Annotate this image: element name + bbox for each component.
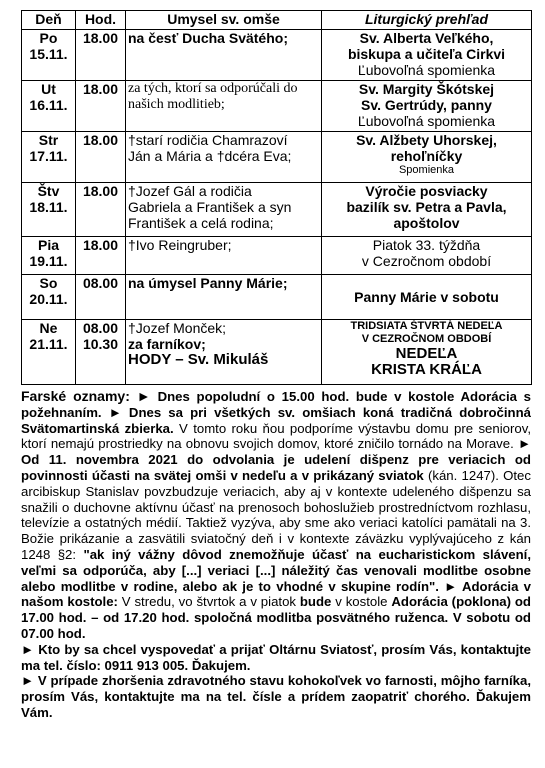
day-cell: Štv 18.11. <box>22 183 76 237</box>
schedule-row-saturday <box>22 275 532 320</box>
hour-cell: 18.00 <box>76 183 126 237</box>
schedule-row-monday <box>22 30 532 81</box>
day-cell: Str 17.11. <box>22 132 76 183</box>
intention-cell: na úmysel Panny Márie; <box>126 275 322 320</box>
intention-cell: †Jozef Monček; za farníkov; HODY – Sv. Mikuláš <box>126 320 322 385</box>
announcement-main: Farské oznamy: ► Dnes popoludní o 15.00 hod. bude v kostole Adorácia s požehnaním. ► Dnes sa pri všetkých sv. omšiach koná tradičná dobročinná Svätomartinská zbierka. V tomto roku ňou podporíme výstavbu domu pre seniorov, ktorí nemajú prostriedky na obnovu svojich domov, ktoré zničilo tornádo na Morave. ► Od 11. novembra 2021 do odvolania je udelení dišpenz pre veriacich od povinnosti účasti na svätej omši v nedeľu a v prikázaný sviatok (kán. 1247). Otec arcibiskup Stanislav povzbudzuje veriacich, aby aj v kontexte udeleného dišpenzu sa snažili o duchovne aktívnu účasť na prenosoch bohoslužieb prostredníctvom rozhlasu, televízie a ostatných médií. Taktiež vyzýva, aby sme ako veriaci katolíci pamätali na 3. Božie prikázanie a zasvätili sviatočný deň i v kontexte záväzku vyplývajúceho z kán 1248 §2: "ak iný vážny dôvod znemožňuje účasť na eucharistickom slávení, veľmi sa odporúča, aby [...] veriaci [...] náležitý čas venovali modlitbe osobne alebo modlitbe v rodine, alebo ak je to vhodné v skupine rodín". ► Adorácia v našom kostole: V stredu, vo štvrtok a v piatok bude v kostole Adorácia (poklona) od 17.00 hod. – od 17.20 hod. spoločná modlitba posvätného ruženca. V sobotu od 07.00 hod. <box>21 388 531 641</box>
header-day: Deň <box>22 11 76 30</box>
parish-announcements <box>21 389 531 721</box>
hour-cell: 08.00 10.30 <box>76 320 126 385</box>
schedule-header-row <box>22 11 532 30</box>
schedule-row-sunday <box>22 320 532 385</box>
liturgy-cell: Sv. Alžbety Uhorskej, rehoľníčky Spomienka <box>322 132 532 183</box>
intention-cell: za tých, ktorí sa odporúčali do našich modlitieb; <box>126 81 322 132</box>
liturgy-cell: Panny Márie v sobotu <box>322 275 532 320</box>
schedule-row-wednesday <box>22 132 532 183</box>
header-intention: Umysel sv. omše <box>126 11 322 30</box>
hour-cell: 18.00 <box>76 30 126 81</box>
day-cell: So 20.11. <box>22 275 76 320</box>
day-cell: Ut 16.11. <box>22 81 76 132</box>
day-cell: Pia 19.11. <box>22 237 76 275</box>
day-cell: Po 15.11. <box>22 30 76 81</box>
intention-cell: na česť Ducha Svätého; <box>126 30 322 81</box>
intention-cell: †starí rodičia Chamrazoví Ján a Mária a †dcéra Eva; <box>126 132 322 183</box>
header-hour: Hod. <box>76 11 126 30</box>
liturgy-cell: Sv. Margity Škótskej Sv. Gertrúdy, panny Ľubovoľná spomienka <box>322 81 532 132</box>
liturgy-cell: Výročie posviacky bazilík sv. Petra a Pavla, apoštolov <box>322 183 532 237</box>
day-cell: Ne 21.11. <box>22 320 76 385</box>
liturgy-cell: Piatok 33. týždňa v Cezročnom období <box>322 237 532 275</box>
hour-cell: 18.00 <box>76 81 126 132</box>
hour-cell: 08.00 <box>76 275 126 320</box>
announcement-sick: ► V prípade zhoršenia zdravotného stavu kohokoľvek vo farnosti, môjho farníka, prosím Vás, kontaktujte ma na tel. čísle a prídem zaopatriť chorého. Ďakujem Vám. <box>21 673 531 720</box>
intention-cell: †Ivo Reingruber; <box>126 237 322 275</box>
liturgy-cell: TRIDSIATA ŠTVRTÁ NEDEĽA V CEZROČNOM OBDOBÍ NEDEĽA KRISTA KRÁĽA <box>322 320 532 385</box>
schedule-row-thursday <box>22 183 532 237</box>
hour-cell: 18.00 <box>76 132 126 183</box>
schedule-table <box>21 10 532 385</box>
liturgy-cell: Sv. Alberta Veľkého, biskupa a učiteľa Cirkvi Ľubovoľná spomienka <box>322 30 532 81</box>
header-liturgy: Liturgický prehľad <box>322 11 532 30</box>
schedule-row-tuesday <box>22 81 532 132</box>
announcement-confession: ► Kto by sa chcel vyspovedať a prijať Oltárnu Sviatosť, prosím Vás, kontaktujte ma tel. číslo: 0911 913 005. Ďakujem. <box>21 641 531 673</box>
hour-cell: 18.00 <box>76 237 126 275</box>
schedule-row-friday <box>22 237 532 275</box>
intention-cell: †Jozef Gál a rodičia Gabriela a František a syn František a celá rodina; <box>126 183 322 237</box>
